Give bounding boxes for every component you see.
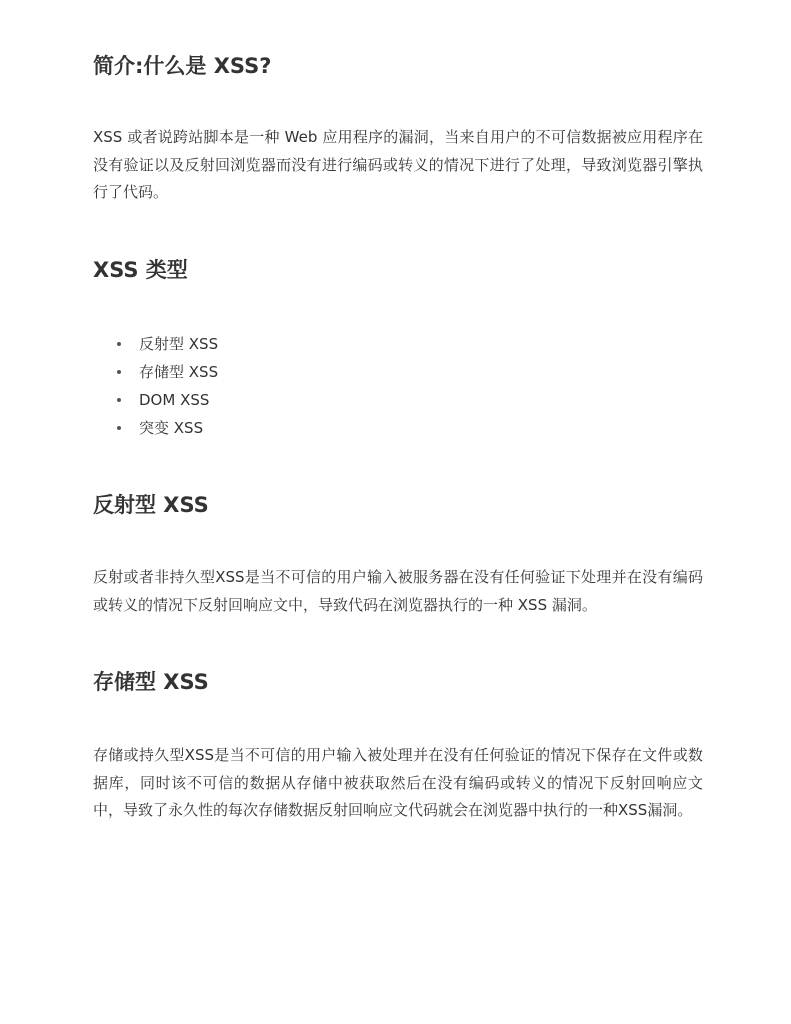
list-item-label: 反射型 XSS [139, 335, 219, 353]
list-item [113, 330, 218, 358]
list-item [113, 414, 218, 442]
list-item-label: 突变 XSS [139, 419, 204, 437]
xss-types-list [113, 330, 218, 442]
list-item-label: 存储型 XSS [139, 363, 219, 381]
reflected-xss-paragraph: 反射或者非持久型XSS是当不可信的用户输入被服务器在没有任何验证下处理并在没有编码或转义的情况下反射回响应文中，导致代码在浏览器执行的一种 XSS 漏洞。 [93, 568, 703, 614]
bullet-icon [117, 398, 121, 402]
reflected-xss-heading: 反射型 XSS [93, 493, 209, 517]
intro-paragraph: XSS 或者说跨站脚本是一种 Web 应用程序的漏洞，当来自用户的不可信数据被应用程序在没有验证以及反射回浏览器而没有进行编码或转义的情况下进行了处理，导致浏览器引擎执行了代码。 [93, 128, 703, 201]
stored-xss-paragraph: 存储或持久型XSS是当不可信的用户输入被处理并在没有任何验证的情况下保存在文件或数据库，同时该不可信的数据从存储中被获取然后在没有编码或转义的情况下反射回响应文中，导致了永久性的每次存储数据反射回响应文代码就会在浏览器中执行的一种XSS漏洞。 [93, 746, 703, 819]
stored-xss-heading: 存储型 XSS [93, 670, 209, 694]
list-item [113, 358, 218, 386]
bullet-icon [117, 342, 121, 346]
list-item [113, 386, 218, 414]
bullet-icon [117, 426, 121, 430]
list-item-label: DOM XSS [139, 391, 210, 409]
types-heading: XSS 类型 [93, 258, 188, 282]
intro-heading: 简介:什么是 XSS? [93, 54, 272, 78]
bullet-icon [117, 370, 121, 374]
